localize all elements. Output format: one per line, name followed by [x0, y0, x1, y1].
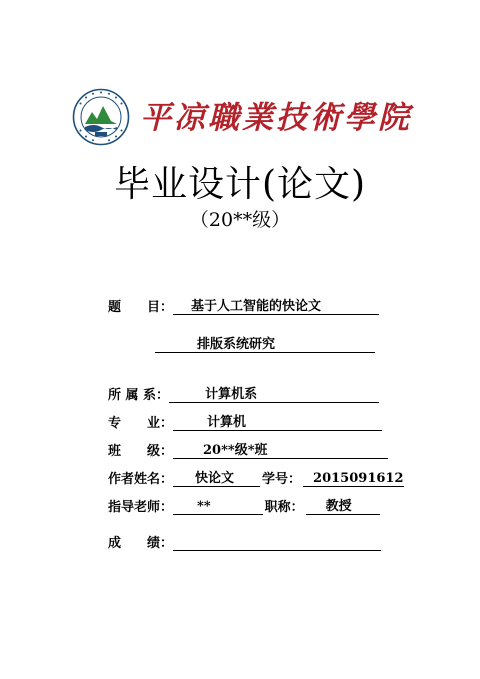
- underline: [352, 499, 380, 515]
- underline: [169, 387, 205, 403]
- author-value: 快论文: [195, 467, 234, 487]
- underline: [155, 337, 197, 353]
- department-value: 计算机系: [205, 383, 257, 403]
- underline: [234, 471, 260, 487]
- underline: [173, 471, 195, 487]
- underline: [211, 499, 263, 515]
- job-title-label: 职称：: [264, 500, 304, 515]
- underline: [275, 337, 375, 353]
- job-title-value: 教授: [326, 495, 352, 515]
- advisor-label: 指导老师：: [108, 500, 174, 515]
- major-value: 计算机: [207, 411, 246, 431]
- grade-row: [108, 533, 381, 551]
- topic-label: 题 目：: [108, 300, 174, 315]
- author-row: [108, 469, 404, 487]
- underline: [303, 471, 313, 487]
- topic-line2: 排版系统研究: [197, 333, 275, 353]
- underline: [173, 415, 207, 431]
- student-id-label: 学号：: [262, 472, 302, 487]
- class-row: [108, 441, 388, 459]
- author-label: 作者姓名：: [108, 472, 174, 487]
- underline: [173, 443, 203, 459]
- underline: [257, 387, 379, 403]
- major-label: 专 业：: [108, 416, 174, 431]
- major-row: [108, 413, 382, 431]
- topic-row-2: [155, 335, 375, 353]
- cover-title: 毕业设计(论文): [113, 164, 367, 205]
- underline: [268, 443, 388, 459]
- cover-year: （20**级）: [189, 209, 291, 231]
- topic-line1: 基于人工智能的快论文: [191, 295, 321, 315]
- grade-underline: [173, 535, 381, 551]
- underline: [173, 299, 191, 315]
- underline: [321, 299, 379, 315]
- topic-row: [108, 297, 379, 315]
- class-value: 20**级*班: [203, 439, 268, 459]
- advisor-row: [108, 497, 380, 515]
- college-seal-logo: [72, 88, 130, 146]
- grade-label: 成 绩：: [108, 536, 174, 551]
- department-row: [108, 385, 379, 403]
- school-name: 平凉職業技術學院: [140, 100, 412, 136]
- department-label: 所 属 系：: [108, 388, 170, 403]
- advisor-value: **: [197, 499, 211, 514]
- underline: [246, 415, 382, 431]
- underline: [173, 499, 197, 515]
- student-id-value: 2015091612: [313, 471, 404, 486]
- underline: [306, 499, 326, 515]
- class-label: 班 级：: [108, 444, 174, 459]
